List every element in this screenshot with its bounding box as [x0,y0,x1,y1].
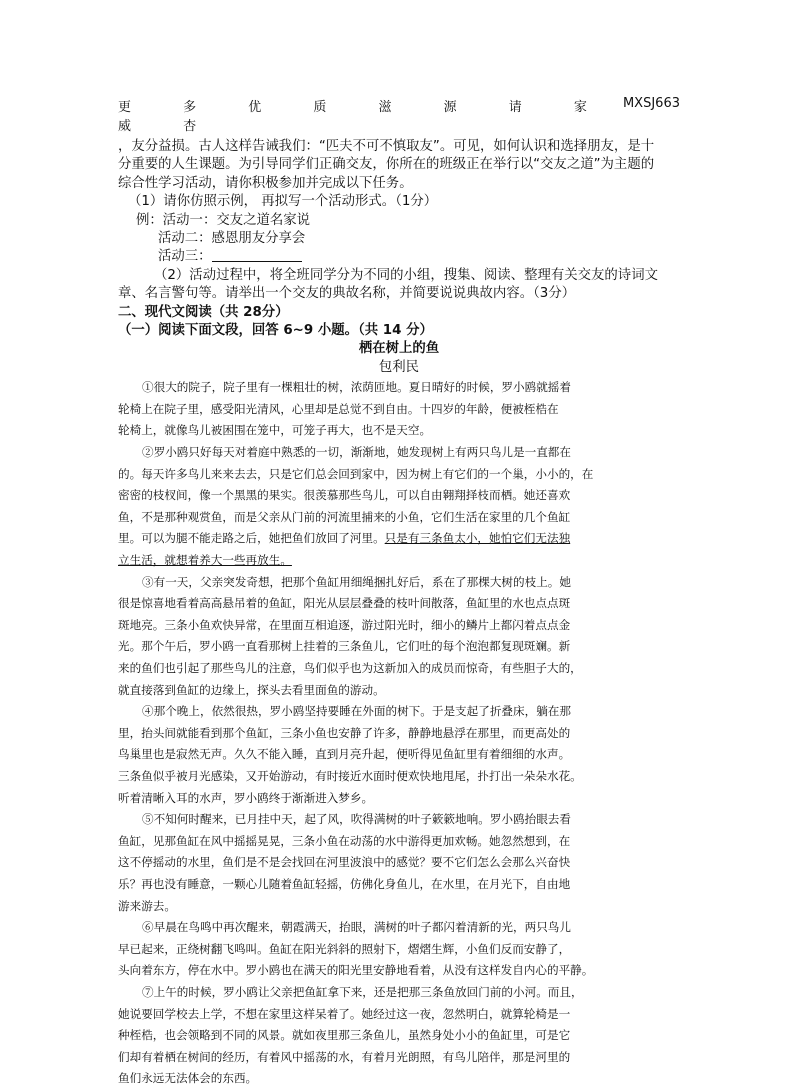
story-line: 游来游去。 [118,898,176,913]
story-line: 轮椅上，就像鸟儿被困围在笼中，可笼子再大，也不是天空。 [118,423,432,438]
section-heading: 二、现代文阅读（共 28分） [118,304,289,320]
story-line: ⑥早晨在鸟鸣中再次醒来，朝霞满天，抬眼，满树的叶子都闪着清新的光，两只鸟儿 [142,920,571,935]
intro-line: ，友分益损。古人这样告诫我们：“匹夫不可不慎取友”。可见，如何认识和选择朋友，是十 [118,139,655,154]
question-2-line: 章、名言警句等。请举出一个交友的典故名称，并简要说说典故内容。（3分） [118,286,576,302]
part-heading: （一）阅读下面文段，回答 6~9 小题。（共 14 分） [118,323,433,339]
story-line: ③有一天，父亲突发奇想，把那个鱼缸用细绳捆扎好后，系在了那棵大树的枝上。她 [142,574,571,589]
story-line: 就直接落到鱼缸的边缘上，探头去看里面鱼的游动。 [118,682,385,697]
question-2-line: （2）活动过程中，将全班同学分为不同的小组，搜集、阅读、整理有关交友的诗词文 [154,267,658,283]
example-activity-1: 例：活动一：交友之道名家说 [136,212,311,228]
story-line: 种桎梏，也会领略到不同的风景。就如夜里那三条鱼儿，虽然身处小小的鱼缸里，可是它 [118,1028,571,1043]
story-author: 包利民 [378,359,420,375]
story-line: 早已起来，正绕树翻飞鸣叫。鱼缸在阳光斜斜的照射下，熠熠生辉，小鱼们反而安静了， [118,941,571,956]
story-line: 头向着东方，停在水中。罗小鸥也在满天的阳光里安静地看着，从没有这样发自内心的平静。 [118,963,594,978]
story-line: 鱼们永远无法体会的东西。 [118,1071,258,1086]
story-line: ⑦上午的时候，罗小鸥让父亲把鱼缸拿下来，还是把那三条鱼放回门前的小河。而且， [142,984,583,999]
story-line: 轮椅上在院子里，感受阳光清风，心里却是总觉不到自由。十四岁的年龄，便被桎梏在 [118,401,559,416]
story-line: 听着清晰入耳的水声，罗小鸥终于渐渐进入梦乡。 [118,790,374,805]
story-line: ⑤不知何时醒来，已月挂中天，起了风，吹得满树的叶子簌簌地响。罗小鸥抬眼去看 [142,812,571,827]
story-line: 乐？再也没有睡意，一颗心儿随着鱼缸轻摇，仿佛化身鱼儿，在水里，在月光下，自由地 [118,876,571,891]
story-line: 斑地亮。三条小鱼欢快异常，在里面互相追逐，游过阳光时，细小的鳞片上都闪着点点金 [118,617,571,632]
story-line: 们却有着栖在树间的经历，有着风中摇荡的水，有着月光朗照，有鸟儿陪伴，那是河里的 [118,1049,571,1064]
underlined-sentence: 立生活，就想着养大一些再放生。 [118,553,292,568]
story-text: 里。可以为腿不能走路之后，她把鱼们放回了河里。 [118,531,385,546]
story-line: 里，抬头间就能看到那个鱼缸，三条小鱼也安静了许多，静静地悬浮在那里，而更高处的 [118,725,571,740]
header-watermark-text: 更 多 优 质 滋 源 请 家 威 杏 [118,100,611,134]
story-line: 光。那个午后，罗小鸥一直看那树上挂着的三条鱼儿，它们吐的每个泡泡都复现斑斓。新 [118,639,571,654]
story-body [118,377,680,1090]
page-header [118,96,680,134]
header-code: MXSJ663 [622,96,680,111]
story-line: 来的鱼们也引起了那些鸟儿的注意，鸟们似乎也为这新加入的成员而惊奇，有些胆子大的， [118,661,582,675]
answer-blank [212,249,302,262]
story-title: 栖在树上的鱼 [358,341,440,357]
story-line: 密密的枝杈间，像一个黑黑的果实。很羡慕那些鸟儿，可以自由翱翔择枝而栖。她还喜欢 [118,488,571,503]
story-line: 鱼，不是那种观赏鱼，而是父亲从门前的河流里捕来的小鱼，它们生活在家里的几个鱼缸 [118,509,571,524]
story-line: ①很大的院子，院子里有一棵粗壮的树，浓荫匝地。夏日晴好的时候，罗小鸥就摇着 [142,380,571,395]
story-line: 鸟巢里也是寂然无声。久久不能入睡，直到月亮升起，便听得见鱼缸里有着细细的水声。 [118,747,571,762]
story-line: ②罗小鸥只好每天对着庭中熟悉的一切，渐渐地，她发现树上有两只鸟儿是一直都在 [142,445,571,460]
example-activity-3 [118,248,680,266]
story-line: 很是惊喜地看着高高悬吊着的鱼缸，阳光从层层叠叠的枝叶间散落，鱼缸里的水也点点斑 [118,596,571,611]
example-activity-3-label: 活动三： [158,249,212,265]
story-line: 三条鱼似乎被月光感染，又开始游动，有时接近水面时便欢快地甩尾，扑打出一朵朵水花。 [118,768,582,783]
underlined-sentence: 只是有三条鱼太小，她怕它们无法独 [384,531,571,546]
story-line: 这不停摇动的水里，鱼们是不是会找回在河里波浪中的感觉？要不它们怎么会那么兴奋快 [118,855,571,870]
intro-line: 综合性学习活动，请你积极参加并完成以下任务。 [118,175,413,191]
story-line: 的。每天许多鸟儿来来去去，只是它们总会回到家中，因为树上有它们的一个巢，小小的，在 [118,466,594,481]
question-1: （1）请你仿照示例， 再拟写一个活动形式。（1分） [128,194,438,210]
story-line: ④那个晚上，依然很热，罗小鸥坚持要睡在外面的树下。于是支起了折叠床，躺在那 [142,704,571,719]
story-line [118,528,680,550]
story-line: 鱼缸，见那鱼缸在风中摇摇晃晃，三条小鱼在动荡的水中游得更加欢畅。她忽然想到，在 [118,833,571,848]
story-line [118,550,680,572]
example-activity-2: 活动二：感恩朋友分享会 [158,231,306,247]
document-page [118,96,680,1090]
intro-line: 分重要的人生课题。为引导同学们正确交友，你所在的班级正在举行以“交友之道”为主题的 [118,157,655,173]
story-line: 她说要回学校去上学，不想在家里这样呆着了。她经过这一夜，忽然明白，就算轮椅是一 [118,1006,571,1021]
